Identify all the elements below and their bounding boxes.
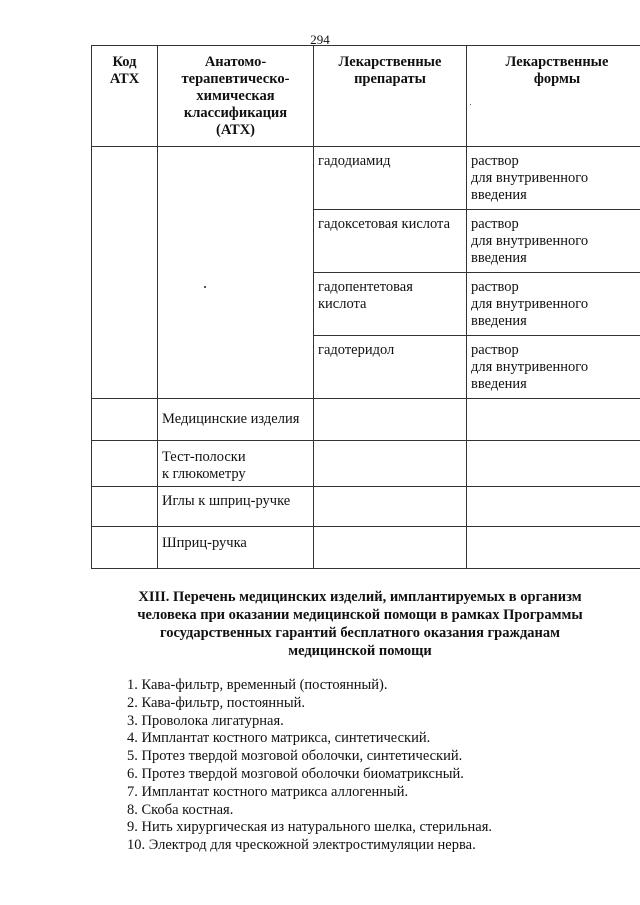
form-line: для внутривенного [471, 233, 589, 249]
table-row [92, 487, 640, 527]
section-title-line: государственных гарантий бесплатного оказания гражданам [159, 625, 561, 641]
atc-code-cell [92, 399, 158, 441]
section-title-line: медицинской помощи [288, 643, 432, 659]
atc-table [91, 45, 640, 569]
list-item: 7. Имплантат костного матрикса аллогенный. [127, 783, 409, 800]
form-line: раствор [471, 342, 519, 358]
drug-cell [314, 527, 467, 569]
form-line: для внутривенного [471, 170, 589, 186]
device-cell [158, 399, 314, 441]
drug-cell [314, 399, 467, 441]
implant-list [127, 677, 492, 855]
header-line: формы [533, 71, 581, 87]
atc-classification-cell [158, 147, 314, 399]
form-line: раствор [471, 153, 519, 169]
device-line: Иглы к шприц-ручке [162, 493, 291, 509]
device-cell [158, 487, 314, 527]
header-atc-classification [158, 46, 314, 147]
page-number: 294 [310, 32, 330, 47]
form-cell [467, 399, 640, 441]
form-cell [467, 147, 640, 210]
form-cell [467, 210, 640, 273]
header-line: Лекарственные [338, 54, 442, 70]
section-title [100, 588, 620, 660]
form-line: введения [471, 313, 527, 329]
drug-line: гадоксетовая кислота [318, 216, 451, 232]
drug-line: гадодиамид [318, 153, 391, 169]
list-item: 9. Нить хирургическая из натурального шелка, стерильная. [127, 819, 493, 836]
table-header-row [92, 46, 640, 147]
form-cell [467, 336, 640, 399]
table-row [92, 147, 640, 210]
list-item: 1. Кава-фильтр, временный (постоянный). [127, 677, 388, 693]
header-line: терапевтическо- [181, 71, 290, 87]
form-line: введения [471, 376, 527, 392]
device-cell [158, 441, 314, 487]
scan-speck [204, 286, 206, 288]
atc-code-cell [92, 147, 158, 399]
atc-code-cell [92, 441, 158, 487]
header-line: Лекарственные [505, 54, 609, 70]
device-cell [158, 527, 314, 569]
device-line: Тест-полоски [162, 449, 246, 465]
drug-cell [314, 147, 467, 210]
drug-cell [314, 273, 467, 336]
header-line: препараты [354, 71, 426, 87]
list-item: 8. Скоба костная. [127, 801, 234, 818]
drug-cell [314, 441, 467, 487]
header-line: АТХ [109, 71, 140, 87]
section-title-line: XIII. Перечень медицинских изделий, имплантируемых в организм [138, 589, 582, 605]
list-item: 6. Протез твердой мозговой оболочки биоматриксный. [127, 765, 464, 782]
form-line: раствор [471, 216, 519, 232]
header-atc-code [92, 46, 158, 147]
header-line: Анатомо- [204, 54, 267, 70]
list-item: 10. Электрод для чрескожной электростимуляции нерва. [127, 837, 476, 854]
table-row [92, 441, 640, 487]
header-dosage-forms [467, 46, 640, 147]
drug-line: гадотеридол [318, 342, 395, 358]
drug-line: кислота [318, 296, 367, 312]
form-line: раствор [471, 279, 519, 295]
form-cell [467, 273, 640, 336]
form-line: для внутривенного [471, 359, 589, 375]
list-item: 2. Кава-фильтр, постоянный. [127, 694, 306, 711]
form-line: введения [471, 187, 527, 203]
section-title-line: человека при оказании медицинской помощи в рамках Программы [137, 607, 583, 623]
atc-code-cell [92, 527, 158, 569]
list-item: 4. Имплантат костного матрикса, синтетический. [127, 730, 431, 747]
device-line: Медицинские изделия [162, 411, 300, 427]
device-line: к глюкометру [162, 466, 246, 482]
table-row [92, 399, 640, 441]
table-row [92, 527, 640, 569]
form-cell [467, 527, 640, 569]
form-line: для внутривенного [471, 296, 589, 312]
drug-line: гадопентетовая [318, 279, 413, 295]
form-cell [467, 487, 640, 527]
header-line: химическая [196, 88, 275, 104]
header-line: классификация [183, 105, 288, 121]
drug-cell [314, 210, 467, 273]
header-line: (АТХ) [216, 122, 255, 138]
atc-code-cell [92, 487, 158, 527]
drug-cell [314, 336, 467, 399]
list-item: 3. Проволока лигатурная. [127, 712, 284, 729]
list-item: 5. Протез твердой мозговой оболочки, синтетический. [127, 748, 463, 765]
device-line: Шприц-ручка [162, 535, 247, 551]
header-line: Код [112, 54, 137, 70]
drug-cell [314, 487, 467, 527]
header-drugs [314, 46, 467, 147]
scan-speck [470, 104, 471, 105]
form-line: введения [471, 250, 527, 266]
form-cell [467, 441, 640, 487]
